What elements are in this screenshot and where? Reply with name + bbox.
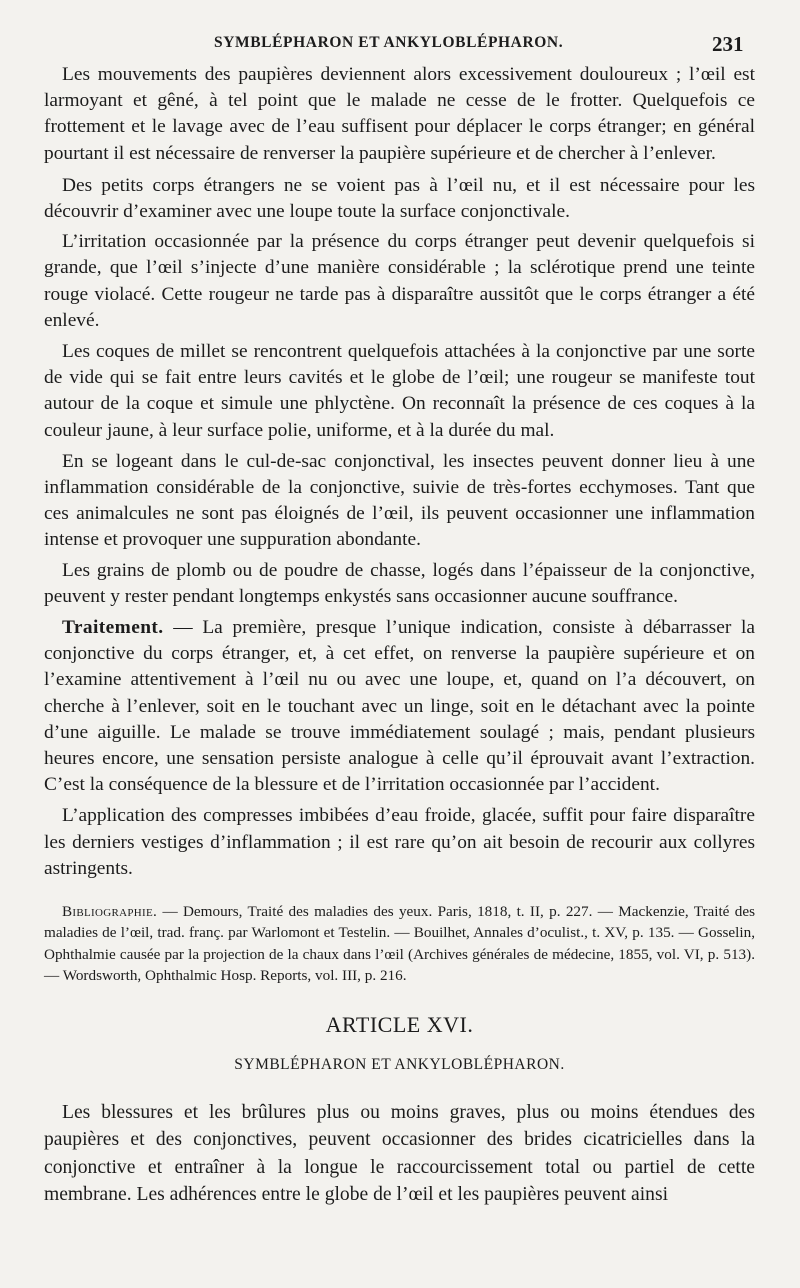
treatment-text: — La première, presque l’unique indication, consiste à débarrasser la conjonctive du corps étranger, et, à cet effet, on renverse la paupière supérieure et on l’examine attentivement à l’œil nu ou avec une loupe, et, quand on l’a découvert, on cherche à l’enlever, soit en le touchant avec un linge, soit en le détachant avec la pointe d’une aiguille. Le malade se trouve immédiatement soulagé ; mais, pendant plusieurs heures encore, une sensation persiste analogue à celle qu’il éprouvait avant l’extraction. C’est la conséquence de la blessure et de l’irritation occasionnée par l’accident. [44,617,755,796]
article-title: ARTICLE XVI. [325,1011,474,1037]
running-head [0,32,800,58]
treatment-label: Traitement. [62,617,164,639]
running-head-title: SYMBLÉPHARON ET ANKYLOBLÉPHARON. [214,34,564,51]
paragraph-5: En se logeant dans le cul-de-sac conjonctival, les insectes peuvent donner lieu à une inflammation considérable de la conjonctive, suivie de très-fortes ecchymoses. Tant que ces animalcules ne sont pas éloignés de l’œil, ils peuvent occasionner une inflammation intense et provoquer une suppuration abondante. [44,450,755,551]
bibliography [44,901,755,986]
page-number: 231 [712,32,744,56]
bibliography-label: Bibliographie. [62,903,158,921]
paragraph-final: L’application des compresses imbibées d’eau froide, glacée, suffit pour faire disparaître les derniers vestiges d’inflammation ; il est rare qu’on ait besoin de recourir aux collyres astringents. [44,805,755,879]
treatment-paragraph [44,615,755,798]
article-intro: Les blessures et les brûlures plus ou moins graves, plus ou moins étendues des paupières et des conjonctives, peuvent occasionner des brides cicatricielles dans la conjonctive et entraîner à la longue le raccourcissement total ou partiel de cette membrane. Les adhérences entre le globe de l’œil et les paupières peuvent ainsi [44,1101,755,1205]
paragraph-6: Les grains de plomb ou de poudre de chasse, logés dans l’épaisseur de la conjonctive, peuvent y rester pendant longtemps enkystés sans occasionner aucune souffrance. [44,559,755,607]
body-text [44,62,755,1208]
paragraph-4: Les coques de millet se rencontrent quelquefois attachées à la conjonctive par une sorte de vide qui se fait entre leurs cavités et le globe de l’œil; une rougeur se manifeste tout autour de la coque et simule une phlyctène. On reconnaît la présence de ces coques à la couleur jaune, à leur surface polie, uniforme, et à la durée du mal. [44,341,755,441]
bibliography-text: — Demours, Traité des maladies des yeux. Paris, 1818, t. II, p. 227. — Mackenzie, Traité des maladies de l’œil, trad. franç. par Warlomont et Testelin. — Bouilhet, Annales d’oculist., t. XV, p. 135. — Gosselin, Ophthalmie causée par la projection de la chaux dans l’œil (Archives générales de médecine, 1855, vol. VI, p. 513). — Wordsworth, Ophthalmic Hosp. Reports, vol. III, p. 216. [44,903,755,984]
paragraph-2: Des petits corps étrangers ne se voient pas à l’œil nu, et il est nécessaire pour les découvrir d’examiner avec une loupe toute la surface conjonctivale. [44,174,755,223]
section-title: SYMBLÉPHARON ET ANKYLOBLÉPHARON. [234,1055,565,1073]
paragraph-1: Les mouvements des paupières deviennent alors excessivement douloureux ; l’œil est larmoyant et gêné, à tel point que le malade ne cesse de le frotter. Quelquefois ce frottement et le lavage avec de l’eau suffisent pour déplacer le corps étranger; en général pourtant il est nécessaire de renverser la paupière supérieure et de chercher à l’enlever. [44,64,755,164]
paragraph-3: L’irritation occasionnée par la présence du corps étranger peut devenir quelquefois si grande, que l’œil s’injecte d’une manière considérable ; la sclérotique prend une teinte rouge violacé. Cette rougeur ne tarde pas à disparaître aussitôt que le corps étranger a été enlevé. [44,231,755,331]
